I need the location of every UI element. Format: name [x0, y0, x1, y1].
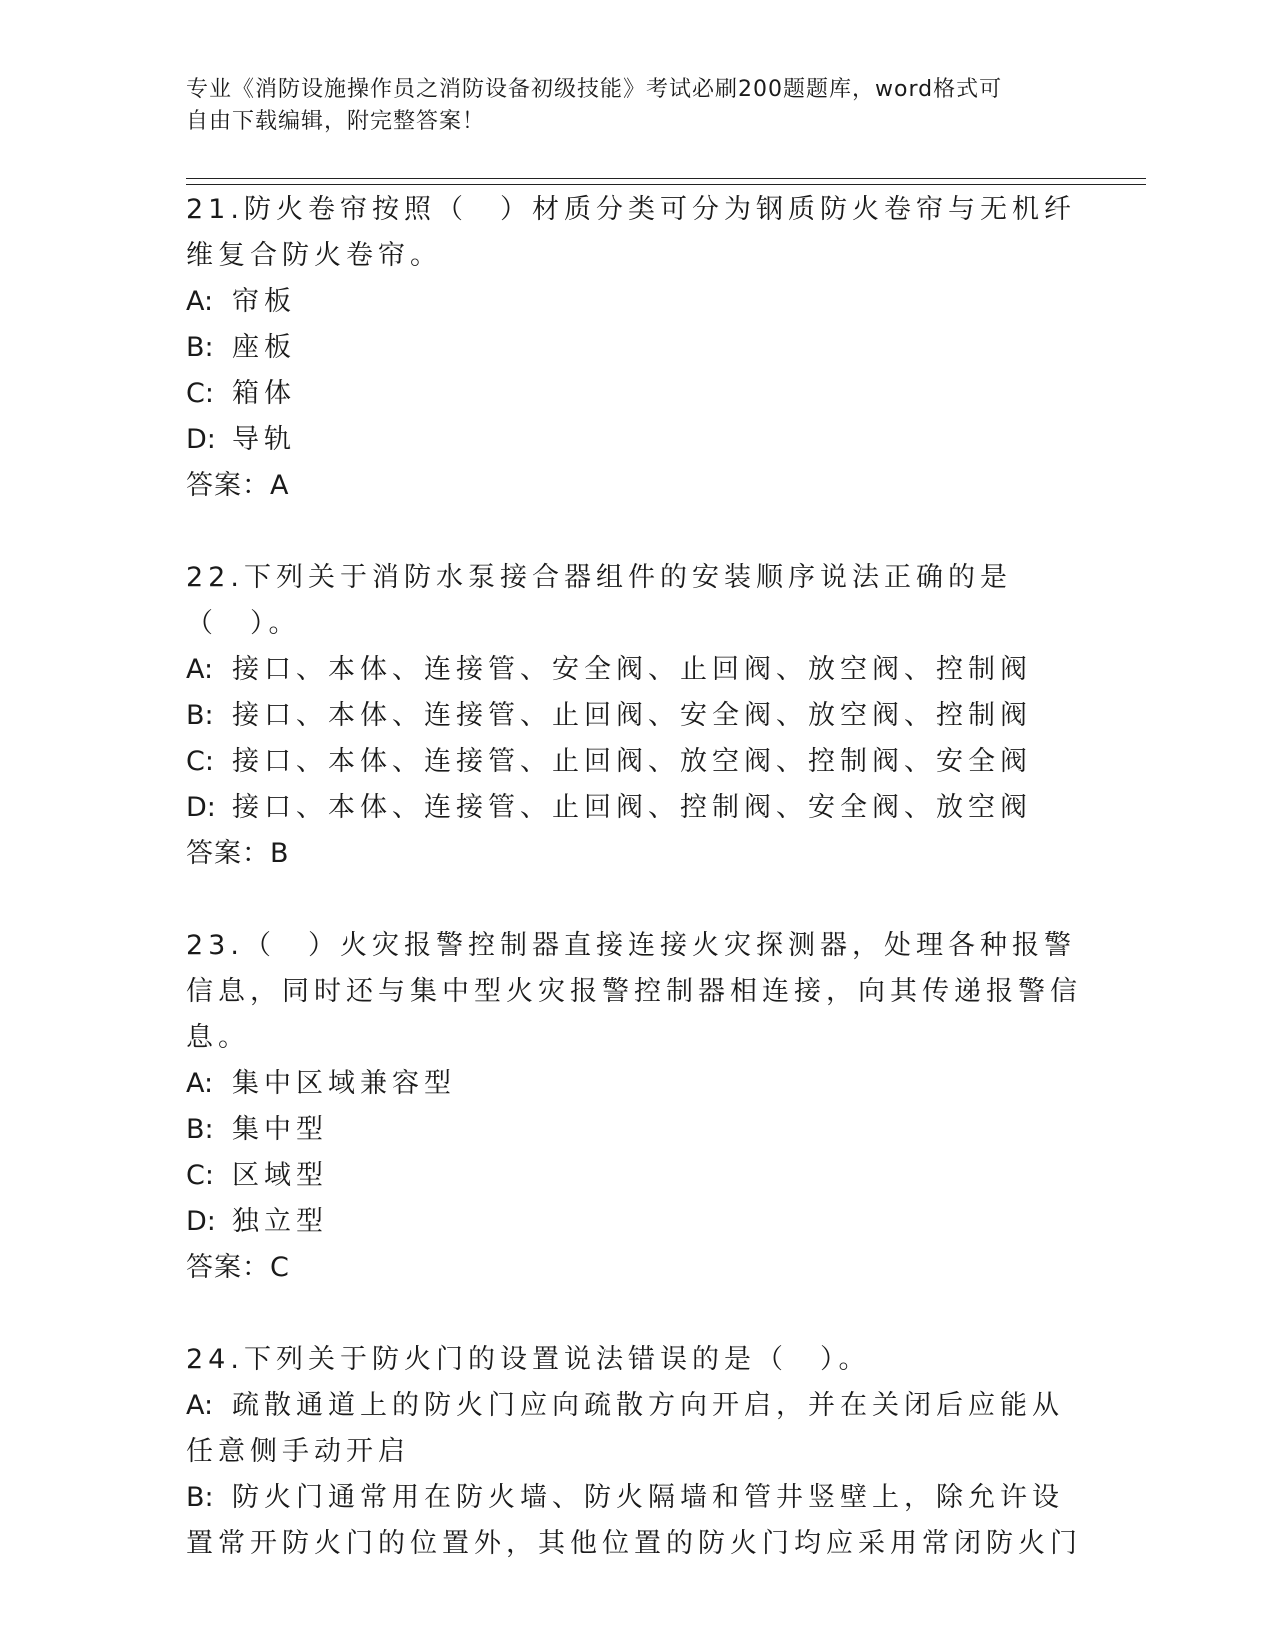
option-key: B:	[186, 332, 214, 363]
option-text: 座板	[232, 332, 296, 363]
header-line-2: 自由下载编辑，附完整答案！	[186, 109, 486, 134]
header-line-1: 专业《消防设施操作员之消防设备初级技能》考试必刷200题题库，word格式可	[186, 77, 1003, 102]
option-c	[186, 371, 1086, 417]
document-header	[186, 74, 1076, 138]
option-key: B:	[186, 700, 214, 731]
option-b	[186, 1475, 1086, 1567]
option-c	[186, 1153, 1086, 1199]
question-stem: 23.（ ）火灾报警控制器直接连接火灾探测器，处理各种报警信息，同时还与集中型火灾报警控制器相连接，向其传递报警信息。	[186, 930, 1082, 1053]
option-text: 接口、本体、连接管、止回阀、控制阀、安全阀、放空阀	[232, 792, 1032, 823]
option-text: 集中型	[232, 1114, 328, 1145]
question-22	[186, 555, 1086, 877]
option-key: D:	[186, 424, 216, 455]
option-text: 独立型	[232, 1206, 328, 1237]
option-c	[186, 739, 1086, 785]
answer: 答案：B	[186, 838, 290, 869]
option-text: 帘板	[232, 286, 296, 317]
option-text: 接口、本体、连接管、止回阀、放空阀、控制阀、安全阀	[232, 746, 1032, 777]
question-23	[186, 923, 1086, 1291]
option-b	[186, 1107, 1086, 1153]
option-b	[186, 325, 1086, 371]
option-a	[186, 1383, 1086, 1475]
option-b	[186, 693, 1086, 739]
option-text: 区域型	[232, 1160, 328, 1191]
option-text: 导轨	[232, 424, 296, 455]
option-key: B:	[186, 1482, 214, 1513]
option-a	[186, 647, 1086, 693]
option-key: A:	[186, 1068, 214, 1099]
option-text: 集中区域兼容型	[232, 1068, 456, 1099]
question-21	[186, 187, 1086, 509]
option-a	[186, 279, 1086, 325]
option-key: A:	[186, 654, 214, 685]
option-key: D:	[186, 792, 216, 823]
option-key: D:	[186, 1206, 216, 1237]
option-text: 箱体	[232, 378, 296, 409]
option-key: C:	[186, 1160, 214, 1191]
option-text: 疏散通道上的防火门应向疏散方向开启，并在关闭后应能从任意侧手动开启	[186, 1390, 1064, 1467]
option-text: 接口、本体、连接管、安全阀、止回阀、放空阀、控制阀	[232, 654, 1032, 685]
header-divider-bottom	[186, 184, 1146, 185]
answer: 答案：C	[186, 1252, 290, 1283]
option-d	[186, 417, 1086, 463]
question-stem: 22.下列关于消防水泵接合器组件的安装顺序说法正确的是（ ）。	[186, 562, 1012, 639]
answer: 答案：A	[186, 470, 290, 501]
question-stem: 21.防火卷帘按照（ ）材质分类可分为钢质防火卷帘与无机纤维复合防火卷帘。	[186, 194, 1076, 271]
option-a	[186, 1061, 1086, 1107]
option-key: A:	[186, 286, 214, 317]
option-d	[186, 1199, 1086, 1245]
option-key: A:	[186, 1390, 214, 1421]
option-key: B:	[186, 1114, 214, 1145]
question-stem: 24.下列关于防火门的设置说法错误的是（ ）。	[186, 1344, 871, 1375]
option-key: C:	[186, 746, 214, 777]
question-list	[186, 187, 1086, 1613]
header-divider-top	[186, 178, 1146, 179]
option-text: 防火门通常用在防火墙、防火隔墙和管井竖壁上，除允许设置常开防火门的位置外，其他位置的防火门均应采用常闭防火门	[186, 1482, 1082, 1559]
question-24	[186, 1337, 1086, 1567]
option-text: 接口、本体、连接管、止回阀、安全阀、放空阀、控制阀	[232, 700, 1032, 731]
option-key: C:	[186, 378, 214, 409]
option-d	[186, 785, 1086, 831]
